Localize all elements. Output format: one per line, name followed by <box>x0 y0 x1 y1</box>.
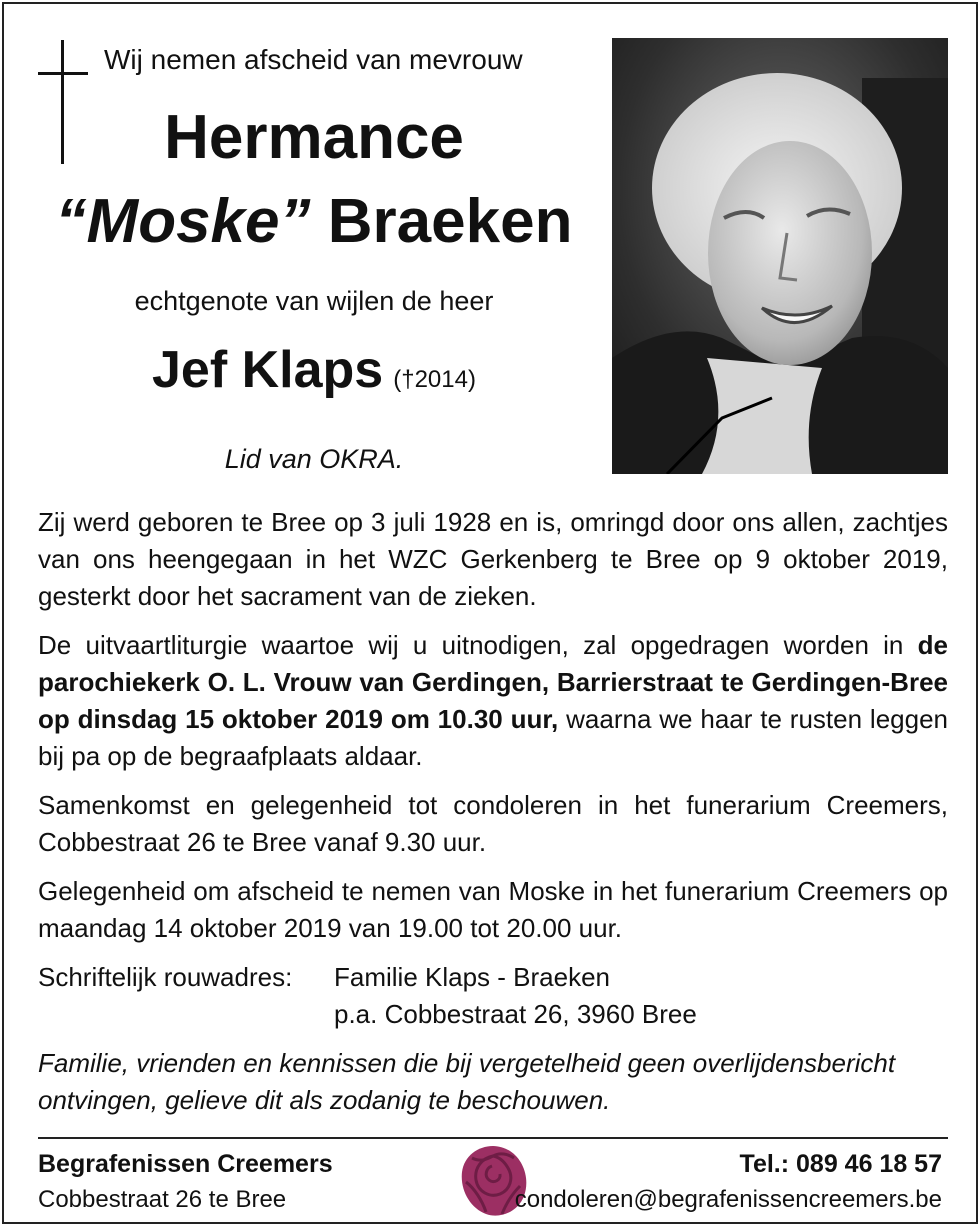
deceased-surname: Braeken <box>327 187 573 256</box>
funeral-home-email[interactable]: condoleren@begrafenissencreemers.be <box>514 1186 942 1213</box>
deceased-name-line <box>4 186 624 257</box>
deceased-nickname: “Moske” <box>55 187 311 256</box>
birth-death-paragraph: Zij werd geboren te Bree op 3 juli 1928 en is, omringd door ons allen, zachtjes van ons heengegaan in het WZC Gerkenberg te Bree op 9 oktober 2019, gesterkt door het sacrament van de zieken. <box>38 507 948 611</box>
address-line-2: p.a. Cobbestraat 26, 3960 Bree <box>334 999 697 1029</box>
condolence-paragraph: Samenkomst en gelegenheid tot condoleren in het funerarium Creemers, Cobbestraat 26 te Bree vanaf 9.30 uur. <box>38 790 948 857</box>
announcement-body <box>38 504 948 1131</box>
intro-text: Wij nemen afscheid van mevrouw <box>104 44 523 75</box>
spouse-death-year: (†2014) <box>393 366 476 393</box>
address-lines <box>334 959 697 1033</box>
funeral-home-phone: Tel.: 089 46 18 57 <box>739 1150 942 1178</box>
funeral-location-time: de parochiekerk O. L. Vrouw van Gerdingen, Barrierstraat te Gerdingen-Bree op dinsdag 15 oktober 2019 om 10.30 uur, <box>38 630 948 734</box>
obituary-notice <box>2 2 978 1224</box>
address-line-1: Familie Klaps - Braeken <box>334 962 610 992</box>
spouse-name: Jef Klaps <box>152 341 384 399</box>
funeral-text-end: waarna we haar te rusten leggen bij pa op de begraafplaats aldaar. <box>38 704 948 771</box>
farewell-paragraph: Gelegenheid om afscheid te nemen van Moske in het funerarium Creemers op maandag 14 oktober 2019 van 19.00 tot 20.00 uur. <box>38 876 948 943</box>
membership: Lid van OKRA. <box>224 444 404 474</box>
funeral-home-address: Cobbestraat 26 te Bree <box>38 1186 287 1213</box>
spouse-line <box>4 340 624 400</box>
funeral-text-start: De uitvaartliturgie waartoe wij u uitnodigen, zal opgedragen worden in <box>38 630 918 660</box>
footer-divider <box>38 1137 948 1139</box>
funeral-paragraph <box>38 627 948 775</box>
spouse-intro: echtgenote van wijlen de heer <box>134 286 494 316</box>
funeral-home-name: Begrafenissen Creemers <box>38 1150 333 1178</box>
deceased-first-name: Hermance <box>164 103 464 172</box>
mourning-address <box>38 959 948 1033</box>
address-label: Schriftelijk rouwadres: <box>38 962 293 992</box>
final-note: Familie, vrienden en kennissen die bij vergetelheid geen overlijdensbericht ontvingen, gelieve dit als zodanig te beschouwen. <box>38 1048 896 1115</box>
portrait-photo <box>612 38 948 474</box>
